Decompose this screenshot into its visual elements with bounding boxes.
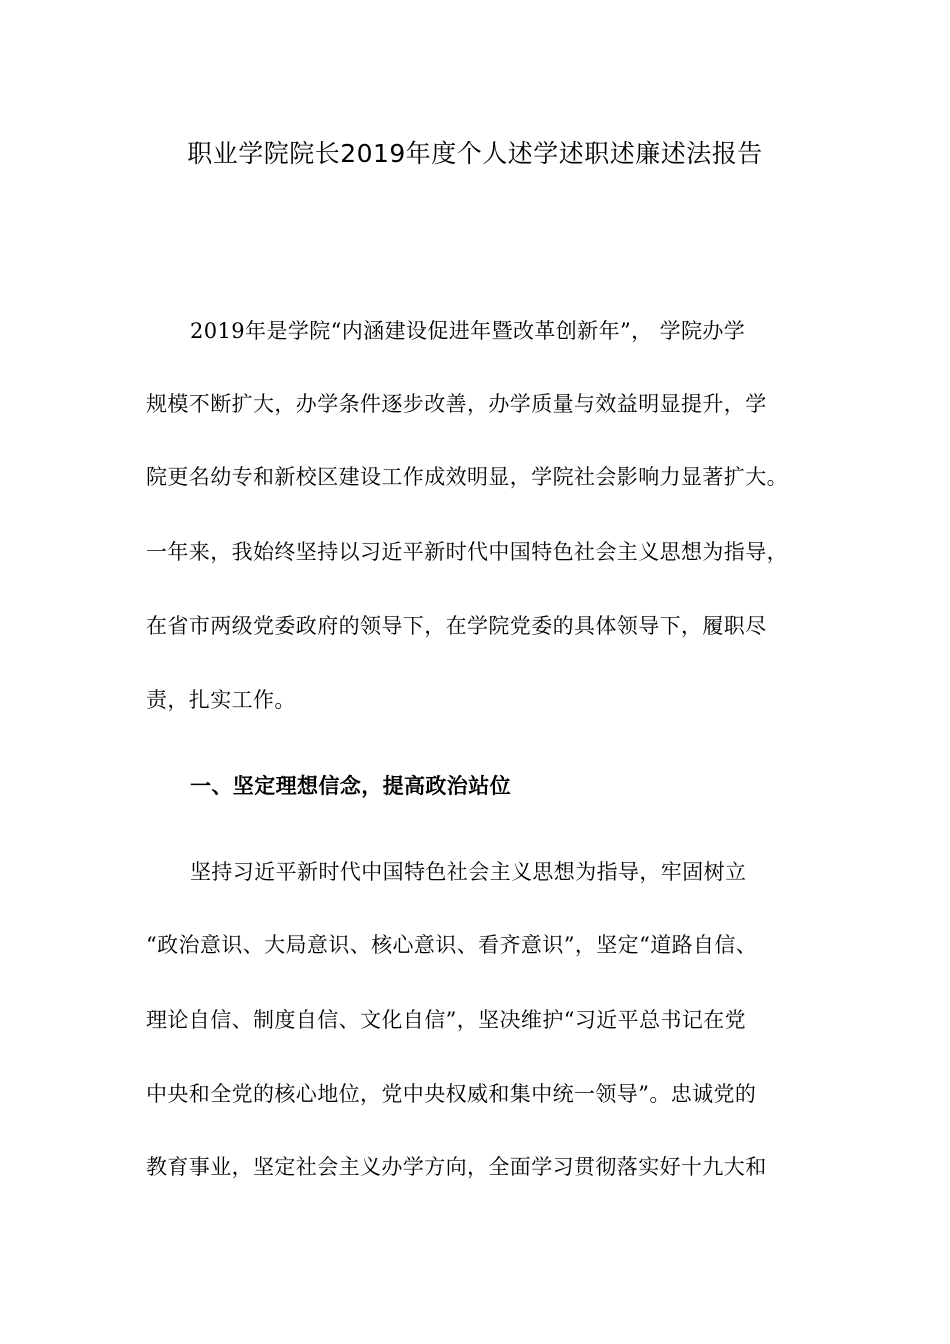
paragraph-line: 规模不断扩大，办学条件逐步改善，办学质量与效益明显提升，学 bbox=[146, 392, 767, 416]
paragraph-line: 教育事业，坚定社会主义办学方向，全面学习贯彻落实好十九大和 bbox=[146, 1155, 767, 1179]
paragraph-line: 2019年是学院“内涵建设促进年暨改革创新年”， 学院办学 bbox=[190, 319, 746, 343]
paragraph-line: 坚持习近平新时代中国特色社会主义思想为指导，牢固树立 bbox=[190, 860, 747, 884]
paragraph-line: 理论自信、制度自信、文化自信”，坚决维护“习近平总书记在党 bbox=[146, 1008, 747, 1032]
document-title: 职业学院院长2019年度个人述学述职述廉述法报告 bbox=[187, 139, 763, 168]
paragraph-line: 中央和全党的核心地位，党中央权威和集中统一领导”。忠诚党的 bbox=[146, 1082, 757, 1106]
section-heading: 一、坚定理想信念，提高政治站位 bbox=[190, 774, 511, 798]
paragraph-line: 一年来，我始终坚持以习近平新时代中国特色社会主义思想为指导， bbox=[146, 540, 788, 564]
paragraph-line: 在省市两级党委政府的领导下，在学院党委的具体领导下，履职尽 bbox=[146, 614, 767, 638]
paragraph-line: 院更名幼专和新校区建设工作成效明显，学院社会影响力显著扩大。 bbox=[146, 465, 788, 489]
paragraph-line: 责，扎实工作。 bbox=[146, 688, 296, 712]
paragraph-line: “政治意识、大局意识、核心意识、看齐意识”，坚定“道路自信、 bbox=[146, 933, 758, 957]
